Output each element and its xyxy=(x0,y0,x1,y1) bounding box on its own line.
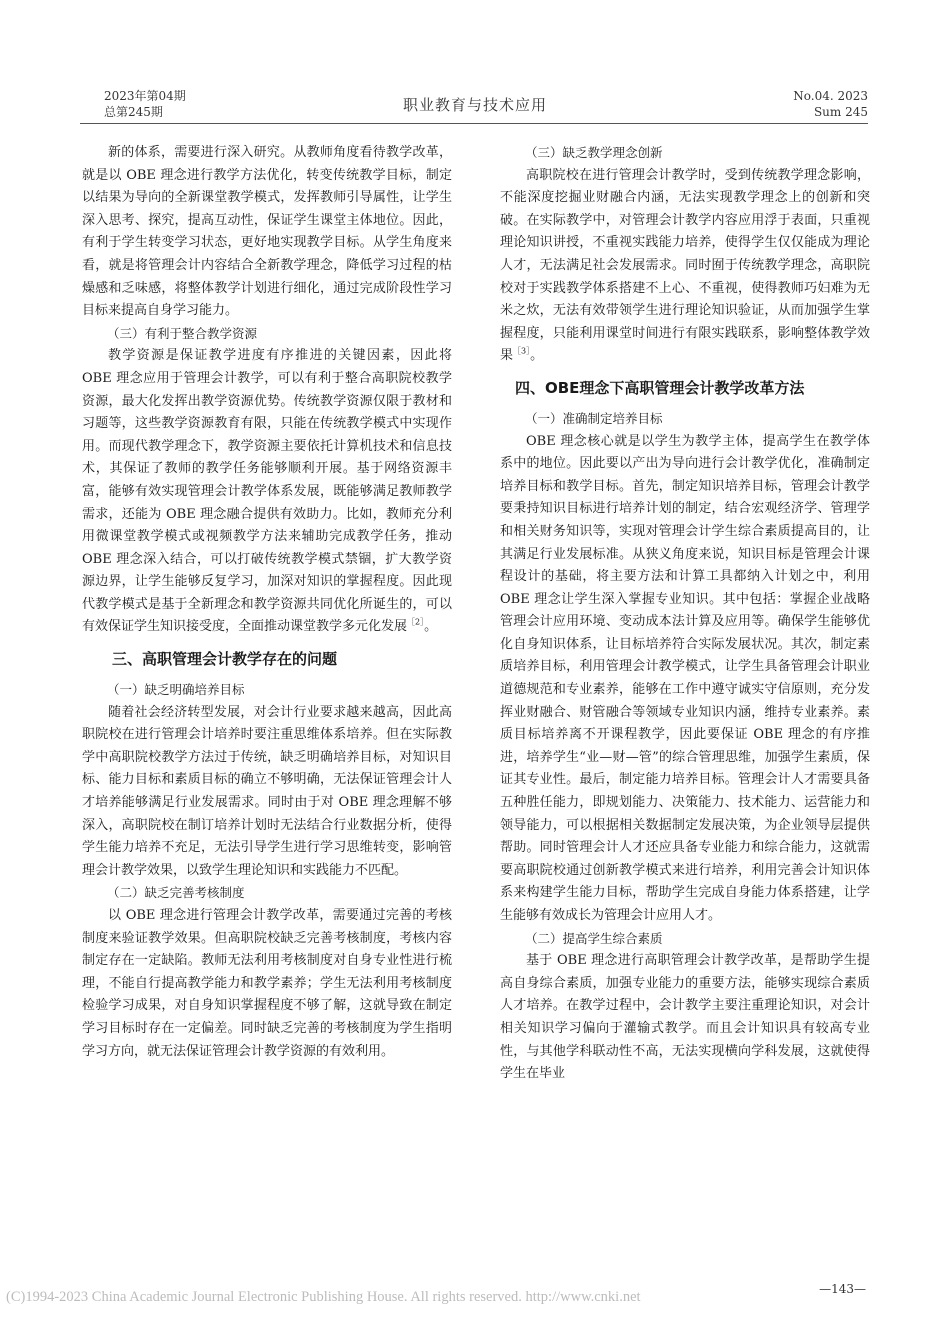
paragraph: 以 OBE 理念进行管理会计教学改革，需要通过完善的考核制度来验证教学效果。但高职院校缺乏完善考核制度，考核内容制定存在一定缺陷。教师无法利用考核制度对自身专业性进行梳理，不能自行提高教学能力和教学素养；学生无法利用考核制度检验学习成果，对自身知识掌握程度不够了解，这就导致在制定学习目标时存在一定偏差。同时缺乏完善的考核制度为学生指明学习方向，就无法保证管理会计教学资源的有效利用。 xyxy=(82,908,452,1059)
right-column xyxy=(500,142,870,1086)
citation-ref: ［3］ xyxy=(513,347,531,357)
subsection-heading: （三）缺乏教学理念创新 xyxy=(525,145,663,160)
issue-number-en: No.04. 2023 xyxy=(793,89,868,103)
subsection-heading: （二）提高学生综合素质 xyxy=(525,930,663,946)
page-number: —143— xyxy=(819,1282,866,1296)
issue-info-right xyxy=(793,88,868,120)
paragraph: 新的体系，需要进行深入研究。从教师角度看待教学改革，就是以 OBE 理念进行教学方法优化，转变传统教学目标，制定以结果为导向的全新课堂教学模式，发挥教师引导属性，让学生深入思考、探究，提高互动性，保证学生课堂主体地位。因此，有利于学生转变学习状态，更好地实现教学目标。从学生角度来看，就是将管理会计内容结合全新教学理念，降低学习过程的枯燥感和乏味感，将整体教学计划进行细化，通过完成阶段性学习目标来提高自身学习能力。 xyxy=(82,145,452,319)
section-heading: 三、高职管理会计教学存在的问题 xyxy=(112,650,338,669)
subsection-heading: （一）准确制定培养目标 xyxy=(525,410,663,426)
paragraph: 基于 OBE 理念进行高职管理会计教学改革，是帮助学生提高自身综合素质，加强专业能力的重要方法，能够实现综合素质人才培养。在教学过程中，会计教学主要注重理论知识，对会计相关知识学习偏向于灌输式教学。而且会计知识具有较高专业性，与其他学科联动性不高，无法实现横向学科发展，这就使得学生在毕业 xyxy=(500,953,870,1082)
paragraph: OBE 理念核心就是以学生为教学主体，提高学生在教学体系中的地位。因此要以产出为导向进行会计教学优化，准确制定培养目标和教学目标。首先，制定知识培养目标，管理会计教学要秉持知识目标进行培养计划的制定，结合宏观经济学、管理学和相关财务知识等，实现对管理会计学生综合素质提高目的，让其满足行业发展标准。从狭义角度来说，知识目标是管理会计课程设计的基础，将主要方法和计算工具都纳入计划之中，利用 OBE 理念让学生深入掌握专业知识。其中包括：掌握企业战略管理会计应用环境、变动成本法计算及应用等。确保学生能够优化自身知识体系，让目标培养符合实际发展状况。其次，制定素质培养目标，利用管理会计教学模式，让学生具备管理会计职业道德规范和专业素养，能够在工作中遵守诚实守信原则，充分发挥业财融合、财管融合等领域专业知识内涵，维持专业素养。素质目标培养离不开课程教学，因此要保证 OBE 理念的有序推进，培养学生“业—财—管”的综合管理思维，加强学生素质，保证其专业性。最后，制定能力培养目标。管理会计人才需要具备五种胜任能力，即规划能力、决策能力、技术能力、运营能力和领导能力，可以根据相关数据制定发展决策，为企业领导层提供帮助。同时管理会计人才还应具备专业能力和综合能力，这就需要高职院校通过创新教学模式来进行培养，利用完善会计知识体系来构建学生能力目标，帮助学生完成自身能力体系搭建，让学生能够有效成长为管理会计应用人才。 xyxy=(500,433,870,923)
citation-ref: ［2］ xyxy=(407,618,425,628)
subsection-heading: （三）有利于整合教学资源 xyxy=(107,325,258,341)
paragraph: 随着社会经济转型发展，对会计行业要求越来越高，因此高职院校在进行管理会计培养时要注重思维体系培养。但在实际教学中高职院校教学方法过于传统，缺乏明确培养目标，对知识目标、能力目标和素质目标的确立不够明确，无法保证管理会计人才培养能够满足行业发展需求。同时由于对 OBE 理念理解不够深入，高职院校在制订培养计划时无法结合行业数据分析，使得学生能力培养不充足，无法引导学生进行学习思维转变，影响管理会计教学效果，以致学生理论知识和实践能力不匹配。 xyxy=(82,704,452,878)
paragraph: 教学资源是保证教学进度有序推进的关键因素，因此将 OBE 理念应用于管理会计教学，可以有利于整合高职院校教学资源，最大化发挥出教学资源优势。传统教学资源仅限于教材和习题等，这些教学资源教育有限，只能在传统教学模式中实现作用。而现代教学理念下，教学资源主要依托计算机技术和信息技术，其保证了教师的教学任务能够顺利开展。基于网络资源丰富，能够有效实现管理会计教学体系发展，既能够满足教师教学需求，还能为 OBE 理念融合提供有效助力。比如，教师充分利用微课堂教学模式或视频教学方法来辅助完成教学任务，推动 OBE 理念深入结合，可以打破传统教学模式禁锢，扩大教学资源边界，让学生能够反复学习，加深对知识的掌握程度。因此现代教学模式是基于全新理念和教学资源共同优化所诞生的，可以有效保证学生知识接受度，全面推动课堂教学多元化发展$^{[2]}$。 xyxy=(82,348,452,635)
subsection-heading: （一）缺乏明确培养目标 xyxy=(107,682,245,698)
journal-title: 职业教育与技术应用 xyxy=(402,96,547,114)
left-column xyxy=(82,142,452,1063)
header-divider xyxy=(80,123,868,124)
paragraph: 高职院校在进行管理会计教学时，受到传统教学理念影响，不能深度挖掘业财融合内涵，无法实现教学理念上的创新和突破。在实际教学中，对管理会计教学内容应用浮于表面，只重视理论知识讲授，不重视实践能力培养，使得学生仅仅能成为理论人才，无法满足社会发展需求。同时囿于传统教学理念，高职院校对于实践教学体系搭建不上心、不重视，使得教师巧妇难为无米之炊，无法有效带领学生进行理论知识验证，从而加强学生掌握程度，只能利用课堂时间进行有限实践联系，影响整体教学效果$^{[3]}$。 xyxy=(500,167,870,364)
subsection-heading: （二）缺乏完善考核制度 xyxy=(107,885,245,901)
sum-number-en: Sum 245 xyxy=(813,105,868,119)
copyright-watermark: (C)1994-2023 China Academic Journal Electronic Publishing House. All rights reserved. http://www.cnki.net xyxy=(6,1289,641,1305)
page-header xyxy=(0,0,950,130)
issue-number-cn: 2023年第04期 xyxy=(104,89,186,103)
section-heading: 四、OBE理念下高职管理会计教学改革方法 xyxy=(515,378,805,397)
sum-number-cn: 总第245期 xyxy=(104,105,163,119)
